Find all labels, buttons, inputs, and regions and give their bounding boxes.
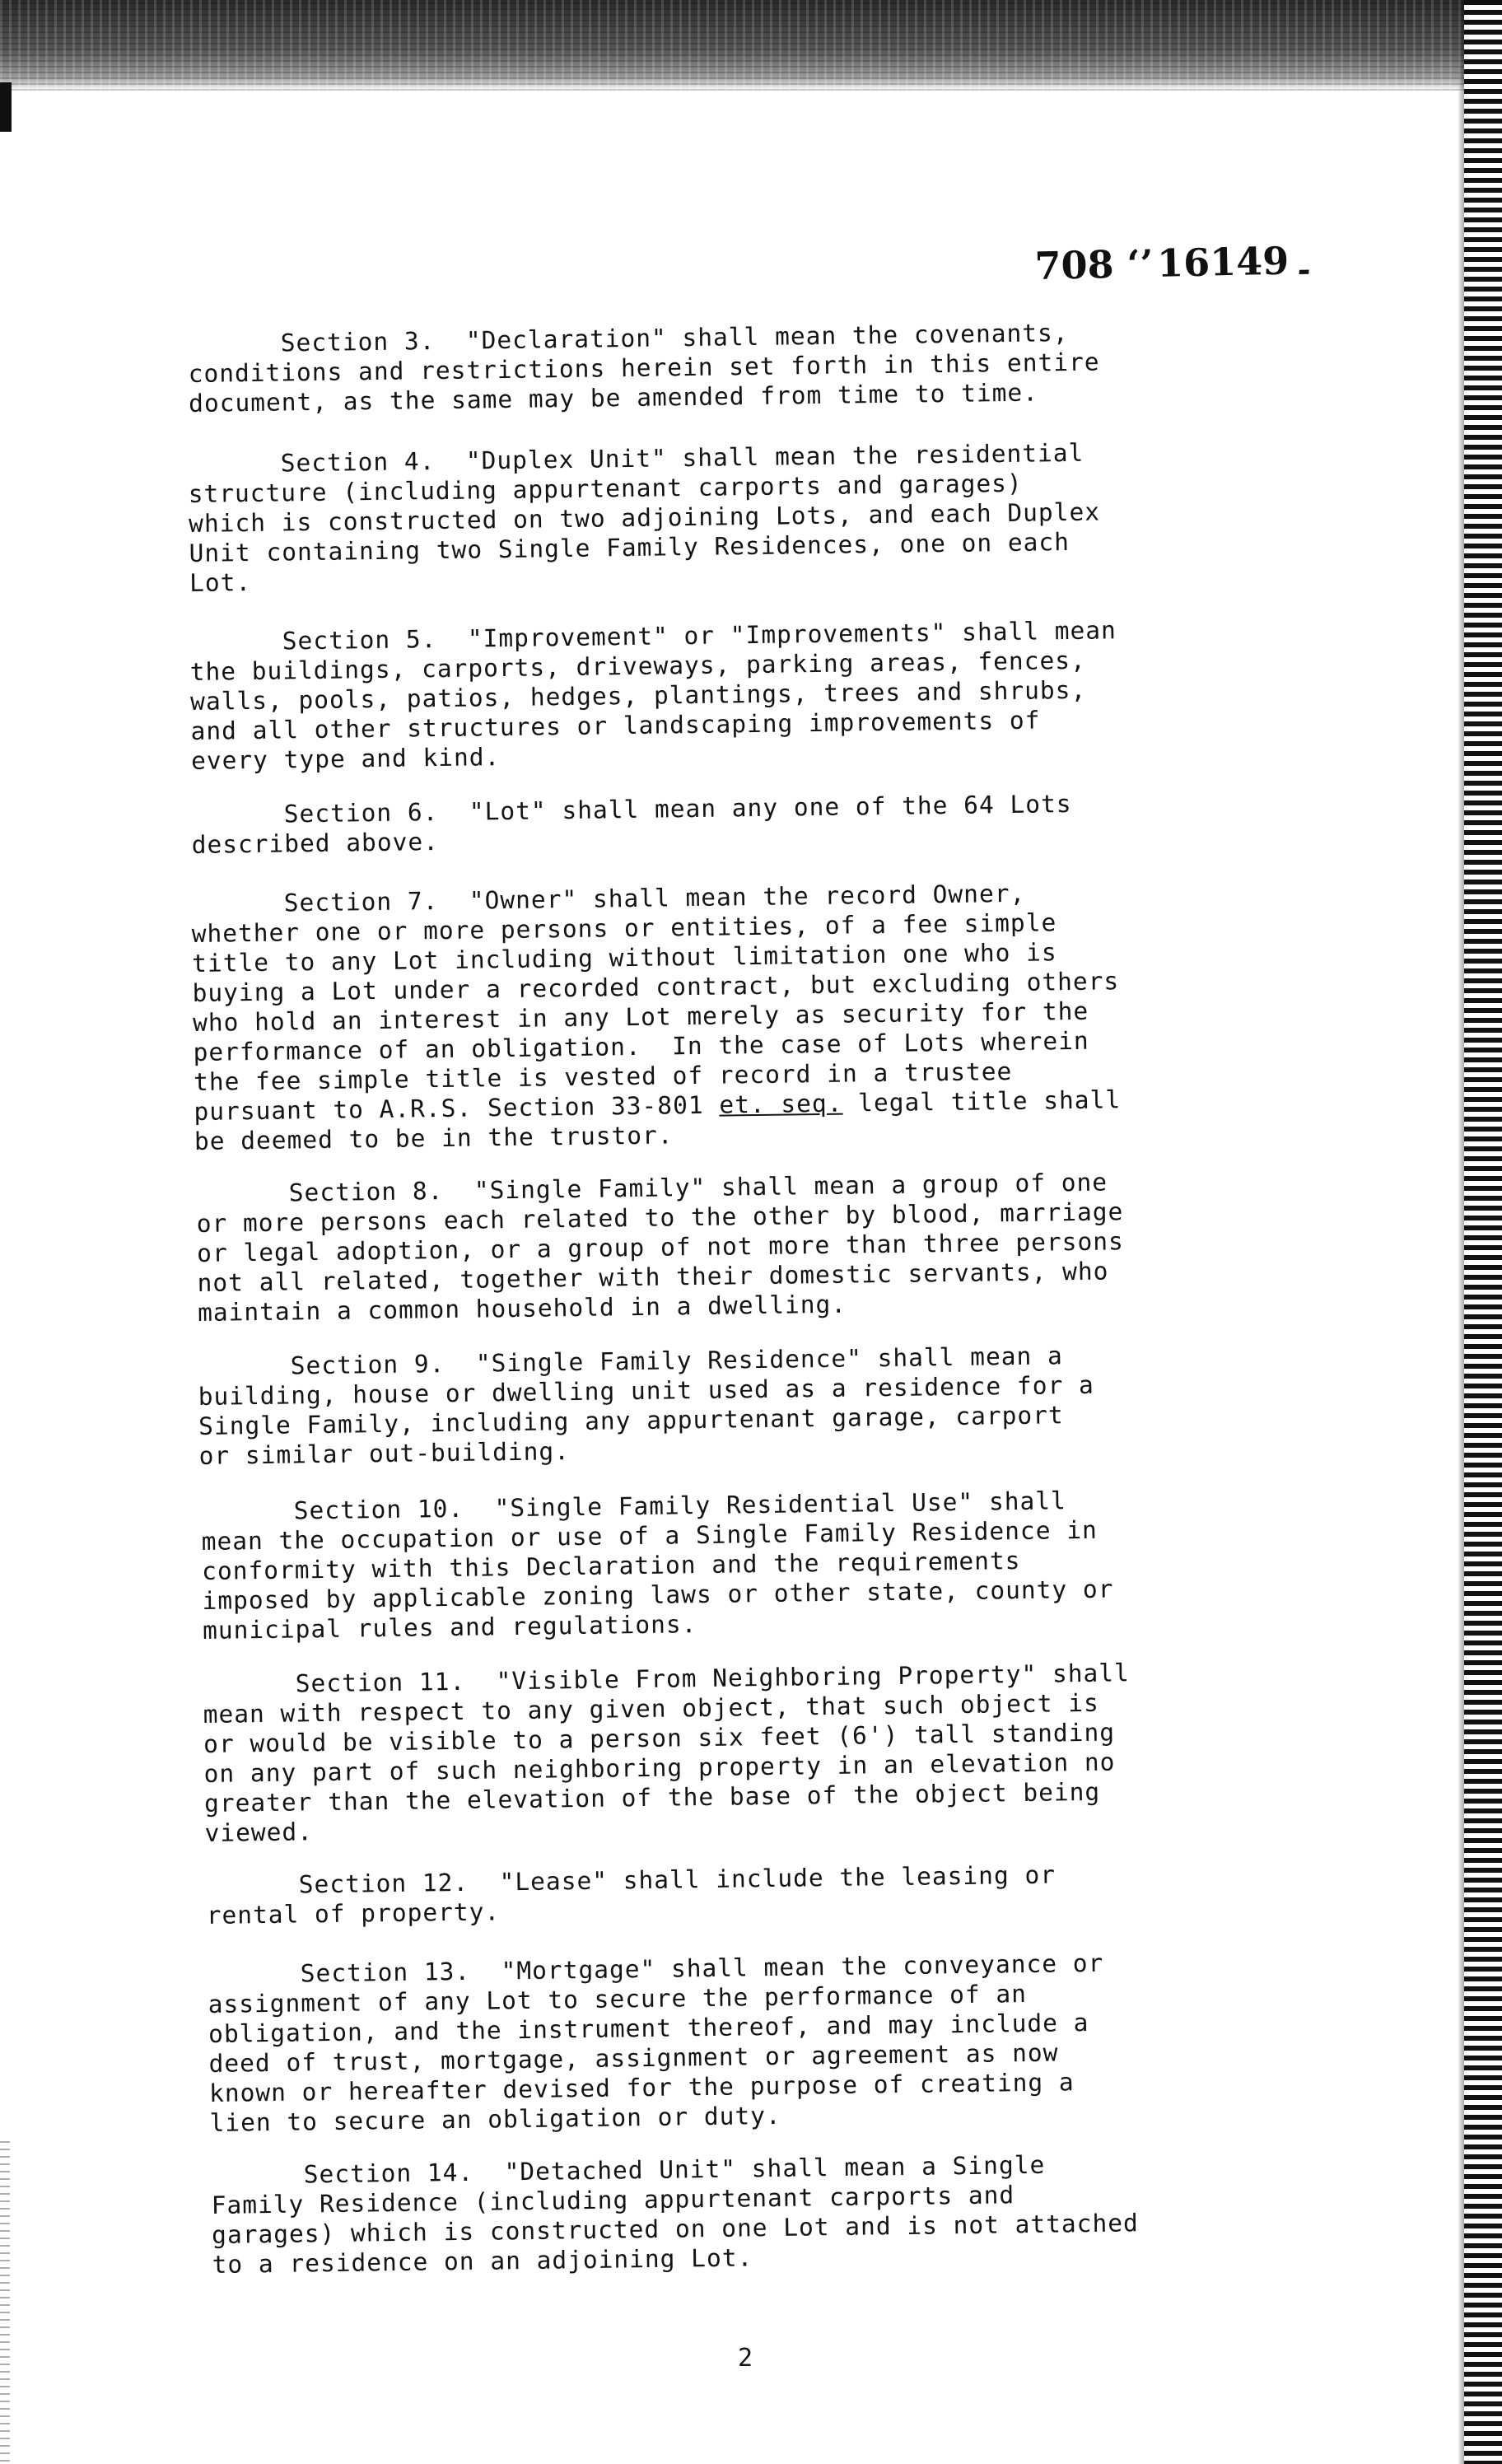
text-line: Section 11. "Visible From Neighboring Property" shall	[203, 1659, 1131, 1699]
section-9	[198, 1339, 1237, 1471]
text-line: walls, pools, patios, hedges, plantings, trees and shrubs,	[189, 675, 1087, 716]
text-line: not all related, together with their domestic servants, who	[197, 1257, 1109, 1297]
text-fragment: legal title shall	[842, 1085, 1122, 1118]
text-line: who hold an interest in any Lot merely as security for the	[192, 996, 1089, 1037]
text-line: maintain a common household in a dwelling.	[197, 1290, 847, 1327]
text-line: on any part of such neighboring property in an elevation no	[203, 1748, 1116, 1788]
text-line: or legal adoption, or a group of not more than three persons	[196, 1227, 1124, 1267]
text-line: mean with respect to any given object, that such object is	[203, 1688, 1099, 1729]
page-number: 2	[738, 2344, 754, 2373]
section-13	[208, 1947, 1248, 2138]
text-line: rental of property.	[206, 1897, 501, 1930]
text-line: Section 6. "Lot" shall mean any one of the 64 Lots	[191, 790, 1072, 829]
text-line: whether one or more persons or entities, of a fee simple	[191, 908, 1057, 948]
text-line: deed of trust, mortgage, assignment or agreement as now	[208, 2038, 1059, 2078]
text-line: assignment of any Lot to secure the performance of an	[208, 1979, 1028, 2018]
section-14	[211, 2148, 1250, 2280]
text-line: every type and kind.	[190, 743, 501, 775]
text-line: which is constructed on two adjoining Lots, and each Duplex	[188, 497, 1101, 538]
text-line: Section 3. "Declaration" shall mean the covenants,	[188, 319, 1069, 358]
text-line: and all other structures or landscaping improvements of	[190, 706, 1041, 745]
recording-reference-number: ۔ 16149 ’‘ 708	[1034, 237, 1316, 288]
text-line: Section 10. "Single Family Residential Use" shall	[201, 1486, 1066, 1526]
underlined-citation: et. seq.	[719, 1089, 843, 1119]
text-line: lien to secure an obligation or duty.	[209, 2101, 781, 2137]
text-line: Section 9. "Single Family Residence" shall mean a	[198, 1342, 1063, 1381]
text-line: Family Residence (including appurtenant carports and	[211, 2181, 1015, 2219]
text-line: the fee simple title is vested of record in a trustee	[193, 1057, 1013, 1096]
text-line: or more persons each related to the other by blood, marriage	[196, 1197, 1124, 1238]
text-line: obligation, and the instrument thereof, and may include a	[208, 2008, 1089, 2048]
section-11	[203, 1657, 1243, 1848]
section-6	[191, 787, 1229, 860]
section-4	[188, 436, 1227, 598]
text-line: document, as the same may be amended from time to time.	[188, 378, 1039, 418]
text-line: known or hereafter devised for the purpose of creating a	[208, 2068, 1075, 2107]
text-line: imposed by applicable zoning laws or other state, county or	[202, 1575, 1114, 1615]
text-line: Section 13. "Mortgage" shall mean the conveyance or	[208, 1948, 1104, 1989]
text-line: Lot.	[189, 568, 252, 597]
text-line: conditions and restrictions herein set forth in this entire	[188, 348, 1100, 388]
text-line: Section 4. "Duplex Unit" shall mean the residential	[188, 438, 1085, 478]
text-line: municipal rules and regulations.	[202, 1610, 697, 1645]
text-line: to a residence on an adjoining Lot.	[212, 2243, 753, 2279]
section-5	[189, 614, 1229, 776]
text-line: conformity with this Declaration and the requirements	[201, 1546, 1021, 1585]
text-line: Section 5. "Improvement" or "Improvements" shall mean	[189, 616, 1117, 656]
text-line: performance of an obligation. In the case of Lots wherein	[193, 1026, 1089, 1066]
section-10	[201, 1484, 1240, 1645]
text-line: Section 12. "Lease" shall include the leasing or	[206, 1860, 1057, 1900]
text-line: building, house or dwelling unit used as a residence for a	[198, 1370, 1094, 1411]
section-3	[188, 316, 1226, 418]
section-7	[191, 876, 1232, 1156]
text-line: mean the occupation or use of a Single Family Residence in	[201, 1515, 1098, 1556]
text-line: or would be visible to a person six feet (6') tall standing	[203, 1718, 1116, 1758]
text-line: viewed.	[204, 1818, 314, 1847]
text-line: Section 7. "Owner" shall mean the record Owner,	[191, 879, 1026, 918]
text-line: buying a Lot under a recorded contract, but excluding others	[192, 967, 1120, 1007]
section-12	[206, 1858, 1244, 1930]
section-8	[196, 1166, 1235, 1328]
text-line: greater than the elevation of the base of the object being	[203, 1777, 1101, 1818]
text-line: Section 8. "Single Family" shall mean a group of one	[196, 1168, 1108, 1208]
text-line: Single Family, including any appurtenant garage, carport	[198, 1401, 1064, 1440]
text-line: Unit containing two Single Family Residences, one on each	[189, 527, 1071, 567]
text-line: be deemed to be in the trustor.	[194, 1121, 674, 1155]
text-line: title to any Lot including without limitation one who is	[191, 938, 1057, 978]
text-line: described above.	[191, 828, 440, 859]
text-line: or similar out-building.	[198, 1437, 571, 1470]
text-line: structure (including appurtenant carports and garages)	[188, 469, 1023, 508]
text-fragment: pursuant to A.R.S. Section 33-801	[194, 1090, 720, 1126]
text-line: Section 14. "Detached Unit" shall mean a Single	[211, 2150, 1046, 2190]
text-line: the buildings, carports, driveways, parking areas, fences,	[189, 646, 1086, 686]
text-line: garages) which is constructed on one Lot and is not attached	[211, 2209, 1139, 2249]
